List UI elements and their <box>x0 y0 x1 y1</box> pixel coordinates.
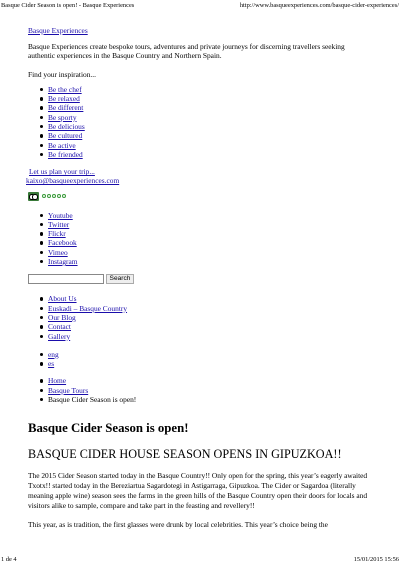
search-input[interactable] <box>28 274 104 284</box>
list-item <box>40 359 372 368</box>
rating-dot-icon <box>42 194 46 198</box>
list-item <box>40 332 372 341</box>
inspiration-list <box>40 85 372 159</box>
list-item <box>40 257 372 266</box>
list-item <box>40 113 372 122</box>
email-link[interactable]: kaixo@basqueexperiences.com <box>26 176 120 186</box>
social-link-youtube[interactable]: Youtube <box>48 210 73 220</box>
list-item <box>40 220 372 229</box>
rating-dot-icon <box>62 194 66 198</box>
inspiration-link[interactable]: Be relaxed <box>48 94 80 104</box>
inspiration-link[interactable]: Be friended <box>48 149 83 159</box>
list-item <box>40 85 372 94</box>
list-item <box>40 103 372 112</box>
breadcrumb-current: Basque Cider Season is open! <box>48 395 137 405</box>
article-subtitle: BASQUE CIDER HOUSE SEASON OPENS IN GIPUZKOA!! <box>28 447 342 462</box>
site-brand-link[interactable]: Basque Experiences <box>28 26 88 35</box>
list-item <box>40 294 372 303</box>
social-link-flickr[interactable]: Flickr <box>48 229 66 239</box>
list-item <box>40 313 372 322</box>
list-item <box>40 304 372 313</box>
inspiration-link[interactable]: Be the chef <box>48 84 82 94</box>
print-header-title: Basque Cider Season is open! - Basque Experiences <box>1 2 135 9</box>
list-item <box>40 122 372 131</box>
list-item <box>40 150 372 159</box>
list-item <box>40 211 372 220</box>
lang-es[interactable]: es <box>48 359 55 369</box>
rating-dot-icon <box>47 194 51 198</box>
list-item <box>40 238 372 247</box>
rating-dots <box>42 194 67 203</box>
tripadvisor-badge[interactable] <box>28 192 372 202</box>
social-link-facebook[interactable]: Facebook <box>48 238 77 248</box>
article-paragraph: This year, as is tradition, the first glasses were drunk by local celebrities. This year’s choice being the <box>28 520 328 530</box>
list-item <box>40 350 372 359</box>
list-item <box>40 229 372 238</box>
print-datetime: 15/01/2015 15:56 <box>353 556 399 563</box>
nav-gallery[interactable]: Gallery <box>48 331 71 341</box>
article-paragraph: The 2015 Cider Season started today in the Basque Country!! Only open for the spring, this year’s eagerly awaited Txotx!! started today in the Bereziartua Sagardotegi in Astigarraga, Gipuzkoa. The Cider or Sagardoa (literally meaning apple wine) season sees the farms in the green hills of the Basque Country open their doors for locals and visitors alike to sample, compare and take part in the feasting and revellery!! <box>28 471 368 511</box>
print-footer <box>1 555 399 564</box>
social-links <box>40 211 372 267</box>
language-switcher <box>40 350 372 369</box>
breadcrumb <box>40 376 372 404</box>
main-nav <box>40 294 372 340</box>
rating-dot-icon <box>52 194 56 198</box>
breadcrumb-basque-tours[interactable]: Basque Tours <box>48 385 89 395</box>
social-link-vimeo[interactable]: Vimeo <box>48 247 68 257</box>
social-link-twitter[interactable]: Twitter <box>48 219 70 229</box>
page-title: Basque Cider Season is open! <box>28 421 189 436</box>
lang-eng[interactable]: eng <box>48 349 59 359</box>
breadcrumb-home[interactable]: Home <box>48 376 67 386</box>
nav-euskadi[interactable]: Euskadi – Basque Country <box>48 303 128 313</box>
list-item <box>40 94 372 103</box>
list-item <box>40 141 372 150</box>
list-item <box>40 248 372 257</box>
tripadvisor-owl-icon <box>28 192 39 201</box>
list-item <box>40 376 372 385</box>
list-item <box>40 131 372 140</box>
inspiration-link[interactable]: Be active <box>48 140 76 150</box>
list-item <box>40 395 372 404</box>
search-form <box>28 274 372 286</box>
plan-trip-link[interactable]: Let us plan your trip... <box>29 167 95 177</box>
social-link-instagram[interactable]: Instagram <box>48 257 78 267</box>
site-description: Basque Experiences create bespoke tours, adventures and private journeys for discerning travellers seeking authentic experiences in the Basque Country and Northern Spain. <box>28 42 345 61</box>
nav-about-us[interactable]: About Us <box>48 294 77 304</box>
nav-contact[interactable]: Contact <box>48 322 71 332</box>
print-header <box>1 1 399 10</box>
find-inspiration-label: Find your inspiration... <box>28 69 96 79</box>
rating-dot-icon <box>57 194 61 198</box>
inspiration-link[interactable]: Be different <box>48 103 84 113</box>
list-item <box>40 322 372 331</box>
inspiration-link[interactable]: Be sporty <box>48 112 77 122</box>
list-item <box>40 386 372 395</box>
inspiration-link[interactable]: Be cultured <box>48 131 83 141</box>
nav-blog[interactable]: Our Blog <box>48 312 76 322</box>
inspiration-link[interactable]: Be delicious <box>48 122 85 131</box>
search-button[interactable]: Search <box>106 274 134 284</box>
print-header-url: http://www.basqueexperiences.com/basque-cider-experiences/ <box>239 2 399 9</box>
page-content <box>28 26 372 530</box>
page-number: 1 de 4 <box>1 556 17 563</box>
